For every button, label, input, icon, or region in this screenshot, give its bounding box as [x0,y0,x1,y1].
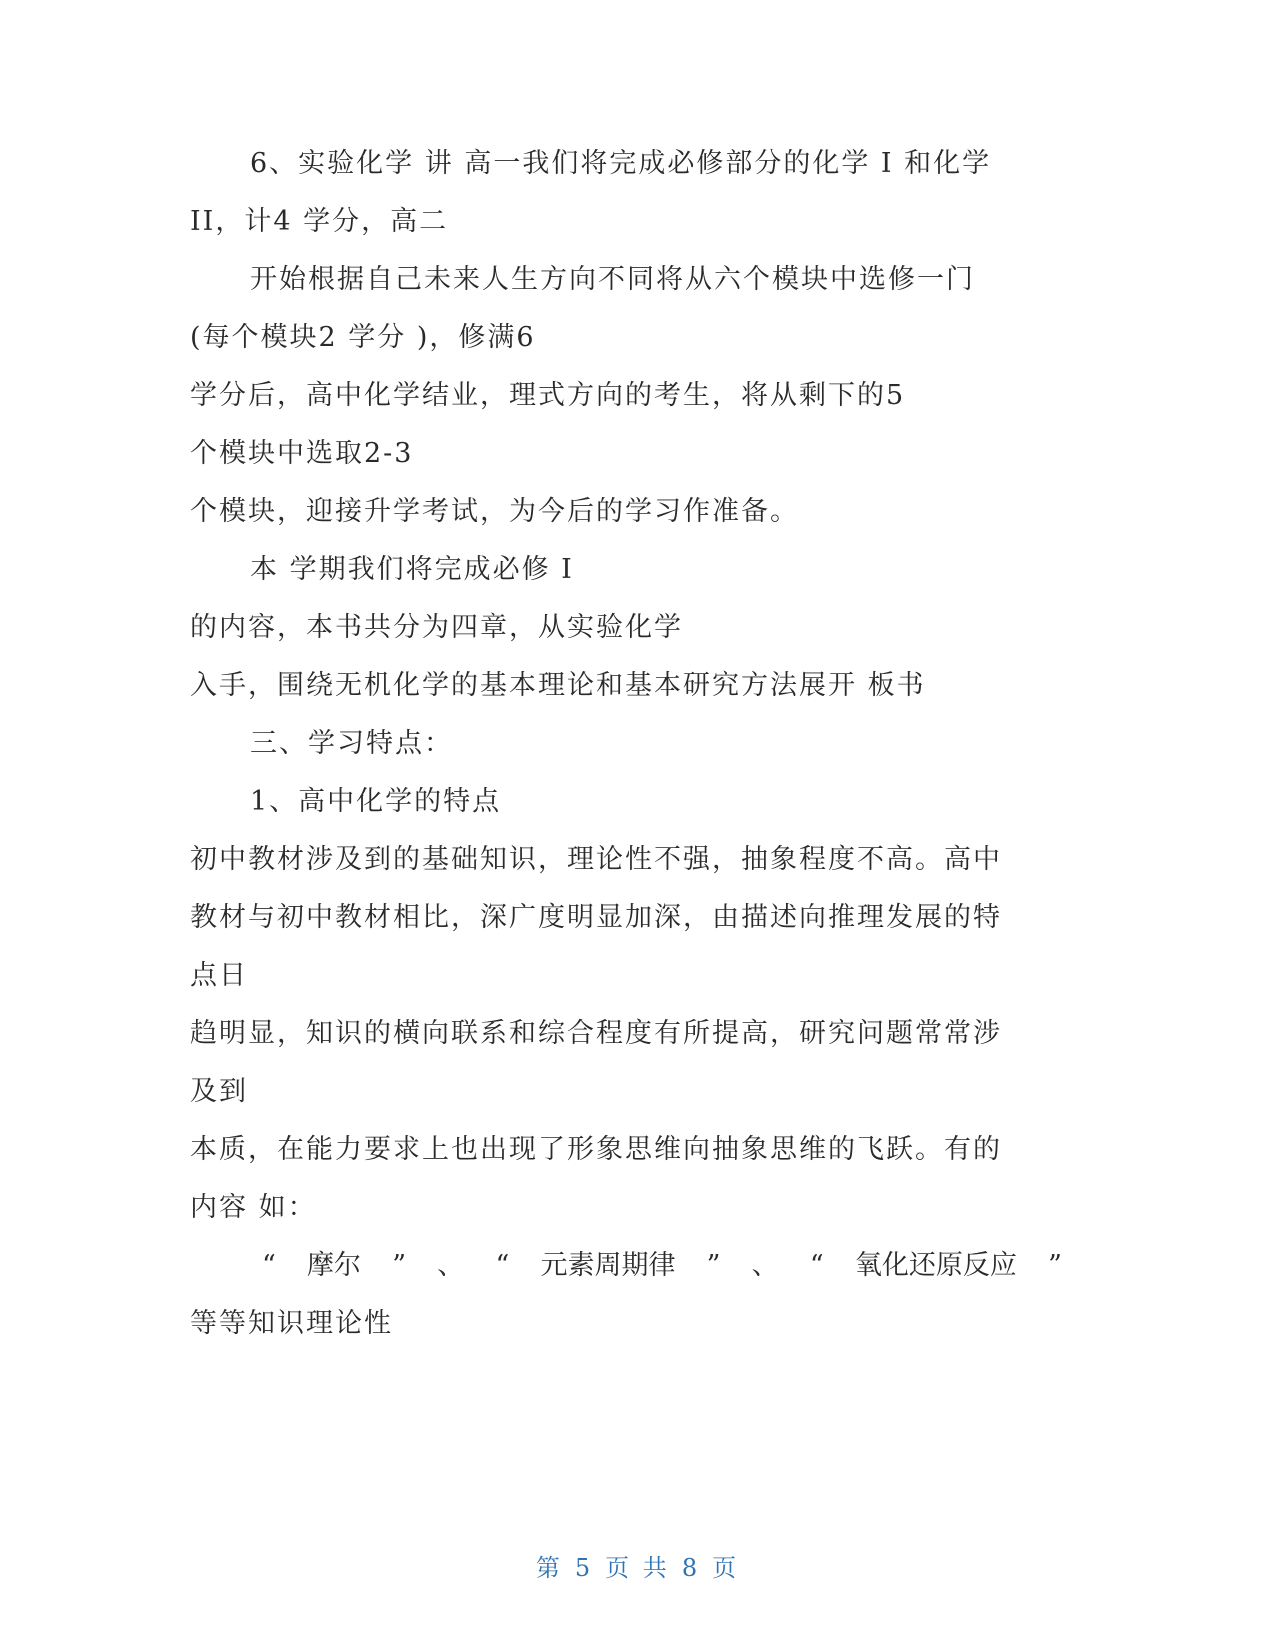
page-footer [0,1548,1275,1583]
paragraph-line: 教材与初中教材相比，深广度明显加深，由描述向推理发展的特 [190,902,1002,933]
footer-suffix: 页 [712,1554,740,1582]
quoted-term: 氧化还原反应 [854,1250,1017,1281]
paragraph-line: 学分后，高中化学结业，理式方向的考生，将从剩下的5 [190,380,906,411]
section-heading: 三、学习特点： [250,728,453,759]
paragraph-line: (每个模块2 学分 )，修满6 [190,322,536,353]
paragraph-line: II，计4 学分，高二 [190,206,449,237]
footer-middle: 页 共 [605,1554,670,1582]
paragraph-line: 的内容，本书共分为四章，从实验化学 [190,612,683,643]
paragraph-line: 个模块，迎接升学考试，为今后的学习作准备。 [190,496,799,527]
paragraph-line: 本 学期我们将完成必修 I [250,554,574,585]
quote-open: “ [809,1250,824,1281]
paragraph-line: 入手，围绕无机化学的基本理论和基本研究方法展开 板书 [190,670,926,701]
paragraph-line: 等等知识理论性 [190,1308,393,1339]
paragraph-line: 个模块中选取2-3 [190,438,414,469]
paragraph-line: 点日 [190,960,248,991]
subsection-heading: 1、高中化学的特点 [250,786,502,817]
quote-open: “ [262,1250,276,1281]
quote-open: “ [495,1250,510,1281]
total-page-count: 8 [681,1554,701,1582]
current-page-number: 5 [574,1554,594,1582]
separator: 、 [751,1250,779,1281]
quote-close: ” [1048,1250,1062,1281]
quoted-terms-line [262,1248,1062,1284]
footer-prefix: 第 [535,1554,563,1582]
paragraph-line: 开始根据自己未来人生方向不同将从六个模块中选修一门 [250,264,975,295]
paragraph-line: 本质，在能力要求上也出现了形象思维向抽象思维的飞跃。有的 [190,1134,1002,1165]
paragraph-line: 趋明显，知识的横向联系和综合程度有所提高，研究问题常常涉 [190,1018,1002,1049]
quoted-term: 元素周期律 [540,1250,676,1281]
paragraph-line: 内容 如： [190,1192,317,1223]
separator: 、 [437,1250,465,1281]
paragraph-line: 初中教材涉及到的基础知识，理论性不强，抽象程度不高。高中 [190,844,1002,875]
paragraph-line: 6、实验化学 讲 高一我们将完成必修部分的化学 I 和化学 [250,148,992,179]
quote-close: ” [706,1250,721,1281]
quoted-term: 摩尔 [307,1250,362,1281]
quote-close: ” [392,1250,407,1281]
paragraph-line: 及到 [190,1076,248,1107]
